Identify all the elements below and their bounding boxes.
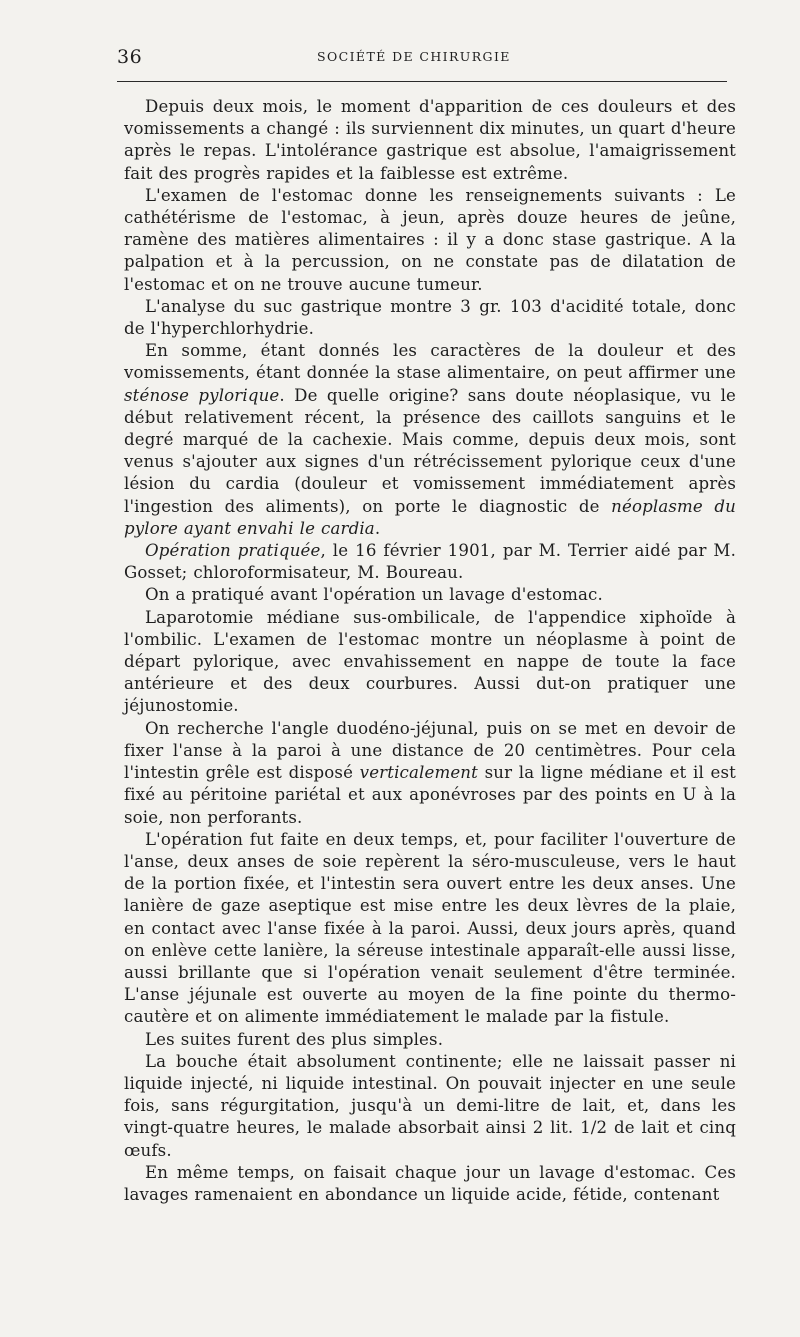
text-run: En même temps, on faisait chaque jour un lavage d'estomac. Ces lavages ramenaient en abondance un liquide acide, fétide, contenant (124, 1162, 736, 1204)
paragraph (124, 1029, 736, 1051)
text-run: L'examen de l'estomac donne les renseignements suivants : Le cathétérisme de l'estomac, à jeun, après douze heures de jeûne, ramène des matières alimentaires : il y a donc stase gastrique. A la palpation et à la percussion, on ne constate pas de dilatation de l'estomac et on ne trouve aucune tumeur. (124, 185, 736, 294)
text-run: Laparotomie médiane sus-ombilicale, de l'appendice xiphoïde à l'ombilic. L'examen de l'estomac montre un néoplasme à point de départ pylorique, avec envahissement en nappe de toute la face antérieure et des deux courbures. Aussi dut-on pratiquer une jéjunostomie. (124, 607, 736, 716)
paragraph (124, 829, 736, 1029)
text-run: . De quelle origine? sans doute néoplasique, vu le début relativement récent, la présence des caillots sanguins et le degré marqué de la cachexie. Mais comme, depuis deux mois, sont venus s'ajouter aux signes d'un rétrécissement pylorique ceux d'une lésion du cardia (douleur et vomissement immédiatement après l'ingestion des aliments), on porte le diagnostic de (124, 385, 737, 516)
paragraph (124, 96, 736, 185)
text-run: , le 16 février 1901, par M. Terrier aidé par M. Gosset; chloroformisateur, M. Boureau. (124, 541, 736, 583)
text-run: L'analyse du suc gastrique montre 3 gr. 103 d'acidité totale, donc de l'hyperchlorhydrie. (124, 296, 736, 339)
paragraph (124, 607, 736, 718)
body-text (124, 96, 736, 1206)
italic-run: néoplasme du pylore ayant envahi le cardia (124, 496, 737, 538)
italic-run: verticalement (359, 763, 478, 783)
paragraph (124, 584, 736, 606)
paragraph (124, 718, 736, 829)
italic-run: Opération pratiquée (145, 541, 321, 561)
text-run: sur la ligne médiane et il est fixé au péritoine pariétal et aux aponévroses par des points en U à la soie, non perforants. (124, 763, 736, 827)
page-header (117, 44, 727, 74)
paragraph (124, 185, 736, 296)
text-run: La bouche était absolument continente; elle ne laissait passer ni liquide injecté, ni liquide intestinal. On pouvait injecter en une seule fois, sans régurgitation, jusqu'à un demi-litre de lait, et, dans les vingt-quatre heures, le malade absorbait ainsi 2 lit. 1/2 de lait et cinq œufs. (124, 1051, 736, 1160)
text-run: L'opération fut faite en deux temps, et, pour faciliter l'ouverture de l'anse, deux anses de soie repèrent la séro-musculeuse, vers le haut de la portion fixée, et l'intestin sera ouvert entre les deux anses. Une lanière de gaze aseptique est mise entre les deux lèvres de la plaie, en contact avec l'anse fixée à la paroi. Aussi, deux jours après, quand on enlève cette lanière, la séreuse intestinale apparaît-elle aussi lisse, aussi brillante que si l'opération venait seulement d'être terminée. L'anse jéjunale est ouverte au moyen de la fine pointe du thermo-cautère et on alimente immédiatement le malade par la fistule. (124, 829, 736, 1027)
paragraph (124, 1051, 736, 1162)
header-rule (117, 81, 727, 82)
text-run: On recherche l'angle duodéno-jéjunal, puis on se met en devoir de fixer l'anse à la paroi à une distance de 20 centimètres. Pour cela l'intestin grêle est disposé (124, 718, 736, 783)
italic-run: sténose pylorique (124, 385, 280, 405)
text-run: Depuis deux mois, le moment d'apparition de ces douleurs et des vomissements a changé : ils surviennent dix minutes, un quart d'heure après le repas. L'intolérance gastrique est absolue, l'amaigrissement fait des progrès rapides et la faiblesse est extrême. (124, 97, 736, 183)
text-run: Les suites furent des plus simples. (145, 1029, 444, 1049)
paragraph (124, 340, 736, 540)
paragraph (124, 540, 736, 584)
paragraph (124, 296, 736, 340)
text-run: En somme, étant donnés les caractères de la douleur et des vomissements, étant donnée la stase alimentaire, on peut affirmer une (124, 341, 736, 383)
text-run: . (374, 518, 381, 538)
text-run: On a pratiqué avant l'opération un lavage d'estomac. (145, 585, 603, 605)
paragraph (124, 1162, 736, 1206)
running-head: SOCIÉTÉ DE CHIRURGIE (317, 49, 511, 64)
page-number: 36 (117, 46, 143, 68)
